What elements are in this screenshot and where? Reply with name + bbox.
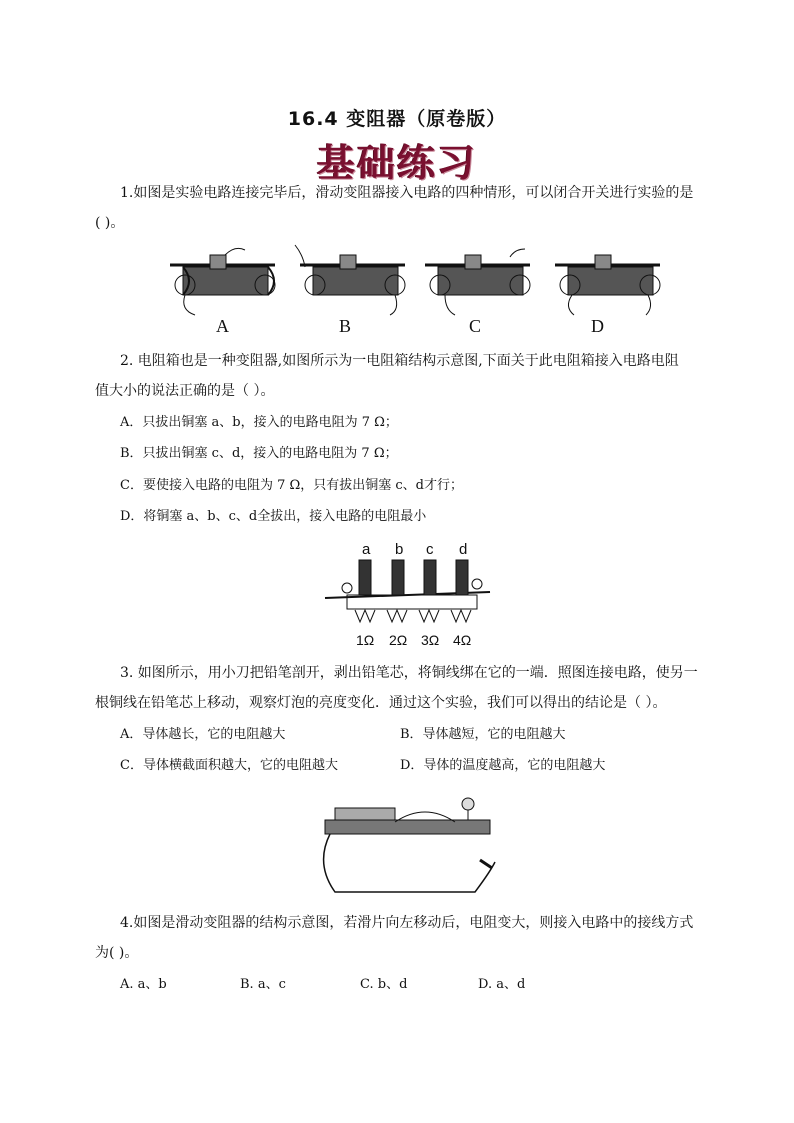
q2-option-d: D．将铜塞 a、b、c、d全拔出，接入电路的电阻最小 bbox=[120, 509, 427, 524]
q4-option-d: D. a、d bbox=[478, 977, 526, 992]
plug-label-c: c bbox=[426, 541, 434, 558]
plug-label-d: d bbox=[459, 541, 468, 558]
q4-stem-line2: 为( )。 bbox=[95, 945, 139, 961]
q3-option-c: C．导体横截面积越大，它的电阻越大 bbox=[120, 758, 338, 773]
q2-option-c: C．要使接入电路的电阻为 7 Ω，只有拔出铜塞 c、d才行； bbox=[120, 478, 463, 493]
q1-label-d: D bbox=[591, 316, 604, 336]
q3-option-a: A．导体越长，它的电阻越大 bbox=[120, 727, 286, 742]
section-banner: 基础练习 bbox=[316, 141, 477, 185]
rheostat-c bbox=[425, 249, 530, 315]
q2-stem-line2: 值大小的说法正确的是（ ）。 bbox=[95, 383, 275, 399]
q4-stem-line1: 4.如图是滑动变阻器的结构示意图，若滑片向左移动后，电阻变大，则接入电路中的接线方式 bbox=[120, 915, 694, 931]
q1-stem-line2: ( )。 bbox=[95, 215, 125, 231]
q3-stem-line1: 3. 如图所示，用小刀把铅笔剖开，剥出铅笔芯，将铜线绑在它的一端．照图连接电路，使另一 bbox=[120, 665, 698, 681]
q4-option-c: C. b、d bbox=[360, 977, 408, 992]
q1-stem-line1: 1.如图是实验电路连接完毕后，滑动变阻器接入电路的四种情形，可以闭合开关进行实验的是 bbox=[120, 185, 694, 201]
plug-label-a: a bbox=[362, 541, 371, 558]
q2-option-a: A．只拔出铜塞 a、b，接入的电路电阻为 7 Ω； bbox=[120, 415, 398, 430]
q1-rheostat-figure bbox=[165, 245, 665, 340]
q1-label-a: A bbox=[216, 316, 229, 336]
q2-stem-line1: 2. 电阻箱也是一种变阻器,如图所示为一电阻箱结构示意图,下面关于此电阻箱接入电路电阻 bbox=[120, 353, 679, 369]
q1-label-b: B bbox=[339, 316, 352, 336]
q4-option-a: A. a、b bbox=[120, 977, 167, 992]
resistor-label-1: 1Ω bbox=[356, 632, 375, 648]
q1-label-c: C bbox=[469, 316, 482, 336]
q3-stem-line2: 根铜线在铅笔芯上移动，观察灯泡的亮度变化．通过这个实验，我们可以得出的结论是（ ）。 bbox=[95, 695, 667, 711]
plug-label-b: b bbox=[395, 541, 404, 558]
rheostat-b bbox=[295, 245, 405, 315]
q2-resistance-box-figure bbox=[325, 540, 495, 650]
q4-option-b: B. a、c bbox=[240, 977, 286, 992]
resistor-label-4: 4Ω bbox=[453, 632, 472, 648]
resistor-label-2: 2Ω bbox=[389, 632, 408, 648]
plug-group bbox=[359, 560, 468, 595]
q3-option-d: D．导体的温度越高，它的电阻越大 bbox=[400, 758, 606, 773]
q2-option-b: B．只拔出铜塞 c、d，接入的电路电阻为 7 Ω； bbox=[120, 446, 398, 461]
resistor-label-3: 3Ω bbox=[421, 632, 440, 648]
q3-pencil-circuit-figure bbox=[320, 790, 505, 900]
rheostat-d bbox=[555, 255, 660, 315]
q3-option-b: B．导体越短，它的电阻越大 bbox=[400, 727, 566, 742]
rheostat-a bbox=[170, 248, 275, 315]
page-title: 16.4 变阻器（原卷版） bbox=[287, 108, 507, 130]
